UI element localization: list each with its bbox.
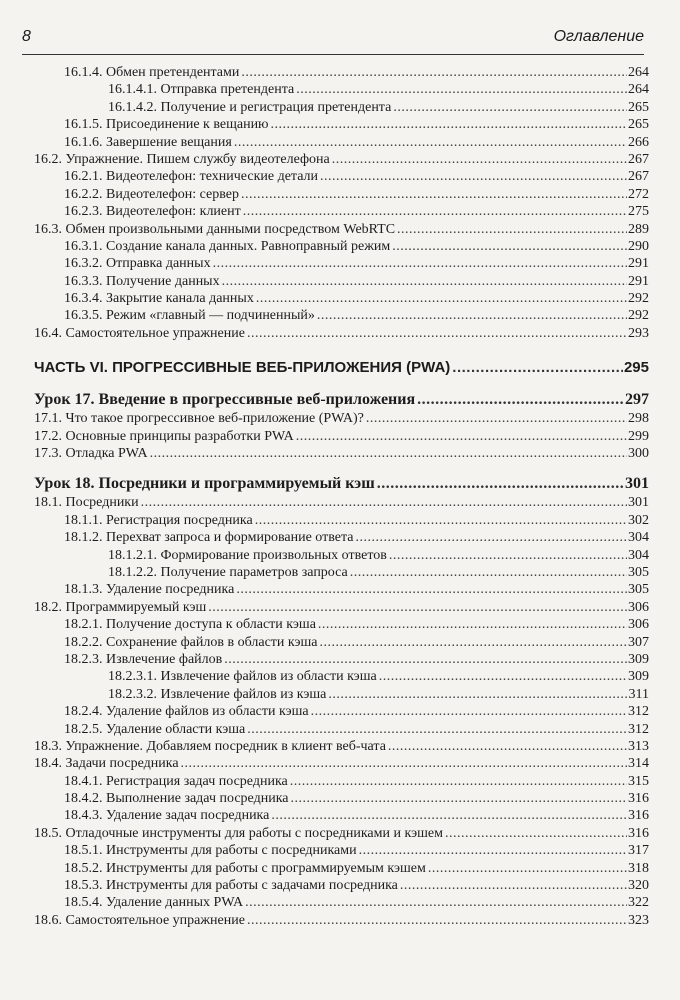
toc-entry [34, 773, 649, 790]
toc-entry [34, 445, 649, 462]
header-rule [22, 54, 644, 55]
toc-entry-title: 16.1.4. Обмен претендентами [64, 65, 240, 80]
toc-entry-page: 290 [628, 238, 649, 254]
dot-leader [355, 529, 627, 546]
toc-entry [34, 410, 649, 427]
toc-entry-page: 309 [628, 669, 649, 685]
toc-entry [34, 64, 649, 81]
toc-entry [34, 238, 649, 255]
toc-entry-title: 18.1.2.2. Получение параметров запроса [108, 564, 348, 580]
toc-entry-title: 18.2.3.1. Извлечение файлов из области кэша [108, 669, 377, 685]
dot-leader [271, 807, 627, 824]
toc-entry-title: 16.2.2. Видеотелефон: сервер [64, 186, 239, 202]
toc-entry [34, 807, 649, 824]
dot-leader [236, 581, 627, 598]
toc-part-entry [34, 358, 649, 378]
running-header [22, 28, 644, 50]
dot-leader [392, 238, 627, 255]
dot-leader [296, 428, 627, 445]
section-spacer [34, 462, 649, 474]
dot-leader [452, 358, 623, 378]
toc-entry-page: 306 [628, 617, 649, 633]
toc-entry [34, 325, 649, 342]
dot-leader [291, 790, 628, 807]
dot-leader [245, 894, 627, 911]
toc-entry-page: 315 [628, 773, 649, 789]
toc-entry-page: 267 [628, 151, 649, 167]
dot-leader [400, 877, 627, 894]
toc-entry-page: 312 [628, 704, 649, 720]
toc-entry [34, 529, 649, 546]
toc-entry [34, 668, 649, 685]
toc-entry [34, 790, 649, 807]
section-spacer [34, 342, 649, 358]
toc-entry-page: 295 [623, 359, 649, 377]
toc-entry-page: 317 [628, 843, 649, 859]
toc-entry [34, 860, 649, 877]
dot-leader [379, 668, 627, 685]
toc-entry-page: 311 [628, 686, 649, 702]
toc-entry-title: 16.2.3. Видеотелефон: клиент [64, 204, 241, 220]
toc-entry-page: 316 [628, 808, 649, 824]
toc-entry [34, 894, 649, 911]
toc-entry-title: 16.4. Самостоятельное упражнение [34, 325, 245, 341]
toc-entry-page: 301 [625, 475, 649, 493]
toc-entry [34, 825, 649, 842]
toc-entry-title: 17.3. Отладка PWA [34, 446, 148, 462]
toc-entry [34, 221, 649, 238]
toc-entry-title: 18.4.2. Выполнение задач посредника [64, 791, 289, 807]
toc-entry-page: 300 [628, 446, 649, 462]
toc-entry-title: Урок 17. Введение в прогрессивные веб-приложения [34, 391, 416, 409]
toc-entry-page: 316 [628, 791, 649, 807]
toc-entry [34, 634, 649, 651]
toc-entry [34, 290, 649, 307]
dot-leader [428, 860, 627, 877]
toc-entry-title: 18.2.4. Удаление файлов из области кэша [64, 704, 309, 720]
toc-entry [34, 494, 649, 511]
toc-entry [34, 428, 649, 445]
dot-leader [208, 599, 627, 616]
toc-entry-title: 18.1.1. Регистрация посредника [64, 512, 253, 528]
toc-entry-title: 18.1.2. Перехват запроса и формирование ответа [64, 530, 354, 546]
dot-leader [317, 307, 627, 324]
toc-entry [34, 547, 649, 564]
toc-entry-page: 291 [628, 256, 649, 272]
toc-entry [34, 703, 649, 720]
dot-leader [241, 64, 627, 81]
dot-leader [388, 738, 627, 755]
toc-entry-page: 309 [628, 651, 649, 667]
toc-entry-title: 18.1. Посредники [34, 495, 139, 511]
toc-entry-page: 275 [628, 204, 649, 220]
dot-leader [150, 445, 627, 462]
toc-entry-title: 18.2.3. Извлечение файлов [64, 651, 223, 667]
dot-leader [318, 616, 627, 633]
dot-leader [417, 390, 624, 410]
toc-entry [34, 307, 649, 324]
page-number: 8 [22, 28, 31, 45]
toc-entry-title: 18.2.1. Получение доступа к области кэша [64, 617, 316, 633]
toc-entry [34, 273, 649, 290]
toc-entry-page: 305 [628, 564, 649, 580]
toc-entry-page: 312 [628, 721, 649, 737]
dot-leader [445, 825, 627, 842]
toc-entry-title: 18.1.3. Удаление посредника [64, 582, 235, 598]
dot-leader [247, 721, 627, 738]
toc-entry [34, 616, 649, 633]
toc-entry-page: 323 [628, 912, 649, 928]
dot-leader [255, 512, 627, 529]
toc-entry-page: 291 [628, 273, 649, 289]
toc-entry [34, 564, 649, 581]
dot-leader [213, 255, 627, 272]
dot-leader [366, 410, 627, 427]
toc-entry-page: 264 [628, 65, 649, 80]
toc-entry-title: 16.1.5. Присоединение к вещанию [64, 117, 269, 133]
dot-leader [389, 547, 627, 564]
toc-entry-page: 265 [628, 99, 649, 115]
toc-entry [34, 581, 649, 598]
toc-entry-title: 18.2.5. Удаление области кэша [64, 721, 246, 737]
toc-entry-page: 293 [628, 325, 649, 341]
toc-entry [34, 721, 649, 738]
dot-leader [247, 912, 627, 929]
toc-entry-title: 16.3. Обмен произвольными данными посредством WebRTC [34, 221, 396, 237]
toc-entry-title: 18.2.3.2. Извлечение файлов из кэша [108, 686, 327, 702]
toc-entry-title: 18.5.3. Инструменты для работы с задачами посредника [64, 878, 398, 894]
toc-entry-page: 265 [628, 117, 649, 133]
toc-entry-page: 292 [628, 291, 649, 307]
toc-entry-title: 18.1.2.1. Формирование произвольных ответов [108, 547, 387, 563]
dot-leader [296, 81, 627, 98]
toc-entry [34, 912, 649, 929]
toc-entry-title: 18.5.2. Инструменты для работы с программируемым кэшем [64, 860, 426, 876]
dot-leader [393, 99, 627, 116]
toc-entry-page: 289 [628, 221, 649, 237]
toc-entry-title: 18.5.4. Удаление данных PWA [64, 895, 244, 911]
toc-entry-title: 18.2. Программируемый кэш [34, 599, 207, 615]
dot-leader [141, 494, 627, 511]
toc-entry-page: 301 [628, 495, 649, 511]
toc-entry [34, 686, 649, 703]
toc-entry [34, 877, 649, 894]
toc-entry-title: 16.1.6. Завершение вещания [64, 134, 232, 150]
toc-entry-title: 18.2.2. Сохранение файлов в области кэша [64, 634, 318, 650]
toc-lesson-entry [34, 390, 649, 410]
toc-entry-title: 16.1.4.2. Получение и регистрация претендента [108, 99, 392, 115]
dot-leader [290, 773, 627, 790]
toc-entry [34, 755, 649, 772]
dot-leader [222, 273, 627, 290]
dot-leader [181, 755, 627, 772]
toc-entry-page: 264 [628, 82, 649, 98]
dot-leader [234, 134, 627, 151]
toc-entry [34, 255, 649, 272]
dot-leader [332, 151, 627, 168]
toc-entry-page: 320 [628, 878, 649, 894]
toc-entry-title: 16.3.4. Закрытие канала данных [64, 291, 254, 307]
toc-entry-page: 313 [628, 738, 649, 754]
toc-entry-page: 272 [628, 186, 649, 202]
toc-entry [34, 168, 649, 185]
running-title: Оглавление [553, 28, 644, 45]
toc-entry-title: 18.4.1. Регистрация задач посредника [64, 773, 288, 789]
toc-entry-page: 316 [628, 825, 649, 841]
toc-entry-title: 17.2. Основные принципы разработки PWA [34, 428, 294, 444]
dot-leader [271, 116, 627, 133]
toc-entry-page: 304 [628, 530, 649, 546]
dot-leader [320, 634, 627, 651]
dot-leader [243, 203, 627, 220]
toc-entry-page: 304 [628, 547, 649, 563]
toc-entry-title: 18.3. Упражнение. Добавляем посредник в клиент веб-чата [34, 738, 386, 754]
toc-entry-title: 16.3.1. Создание канала данных. Равноправный режим [64, 238, 391, 254]
dot-leader [311, 703, 627, 720]
toc-entry [34, 186, 649, 203]
toc-entry-page: 305 [628, 582, 649, 598]
toc-entry [34, 651, 649, 668]
toc-entry [34, 738, 649, 755]
dot-leader [241, 186, 627, 203]
dot-leader [256, 290, 627, 307]
dot-leader [377, 474, 624, 494]
toc-entry [34, 151, 649, 168]
toc-entry-title: 18.5. Отладочные инструменты для работы с посредниками и кэшем [34, 825, 443, 841]
toc-entry [34, 81, 649, 98]
dot-leader [247, 325, 627, 342]
toc-entry-title: 18.4. Задачи посредника [34, 756, 179, 772]
toc-entry-title: 16.2.1. Видеотелефон: технические детали [64, 169, 319, 185]
toc-entry-page: 318 [628, 860, 649, 876]
dot-leader [350, 564, 627, 581]
toc-entry [34, 599, 649, 616]
dot-leader [320, 168, 627, 185]
toc-entry-title: 16.3.5. Режим «главный — подчиненный» [64, 308, 315, 324]
toc-entry-title: Урок 18. Посредники и программируемый кэш [34, 475, 375, 493]
dot-leader [328, 686, 627, 703]
section-spacer [34, 378, 649, 390]
toc-entry-title: 18.4.3. Удаление задач посредника [64, 808, 270, 824]
toc-entry-title: 16.3.2. Отправка данных [64, 256, 211, 272]
dot-leader [397, 221, 627, 238]
toc-entry-title: 17.1. Что такое прогрессивное веб-приложение (PWA)? [34, 411, 364, 427]
toc-entry-page: 307 [628, 634, 649, 650]
toc-entry [34, 134, 649, 151]
toc-entry-page: 299 [628, 428, 649, 444]
toc-entry-page: 306 [628, 599, 649, 615]
toc-entry [34, 203, 649, 220]
toc-entry-page: 298 [628, 411, 649, 427]
toc-entry-title: 16.1.4.1. Отправка претендента [108, 82, 295, 98]
toc-entry-page: 267 [628, 169, 649, 185]
table-of-contents [34, 64, 649, 929]
toc-entry [34, 99, 649, 116]
toc-lesson-entry [34, 474, 649, 494]
toc-entry-page: 314 [628, 756, 649, 772]
toc-entry-page: 302 [628, 512, 649, 528]
toc-entry-title: 16.2. Упражнение. Пишем службу видеотелефона [34, 151, 330, 167]
toc-entry [34, 512, 649, 529]
dot-leader [224, 651, 627, 668]
dot-leader [359, 842, 627, 859]
toc-entry-title: 18.5.1. Инструменты для работы с посредниками [64, 843, 357, 859]
toc-entry-title: 18.6. Самостоятельное упражнение [34, 912, 245, 928]
toc-entry-title: ЧАСТЬ VI. ПРОГРЕССИВНЫЕ ВЕБ-ПРИЛОЖЕНИЯ (PWA) [34, 359, 451, 377]
toc-entry [34, 842, 649, 859]
toc-entry-page: 322 [628, 895, 649, 911]
toc-entry-page: 292 [628, 308, 649, 324]
toc-entry-page: 266 [628, 134, 649, 150]
toc-entry-title: 16.3.3. Получение данных [64, 273, 220, 289]
toc-entry-page: 297 [625, 391, 649, 409]
toc-entry [34, 116, 649, 133]
